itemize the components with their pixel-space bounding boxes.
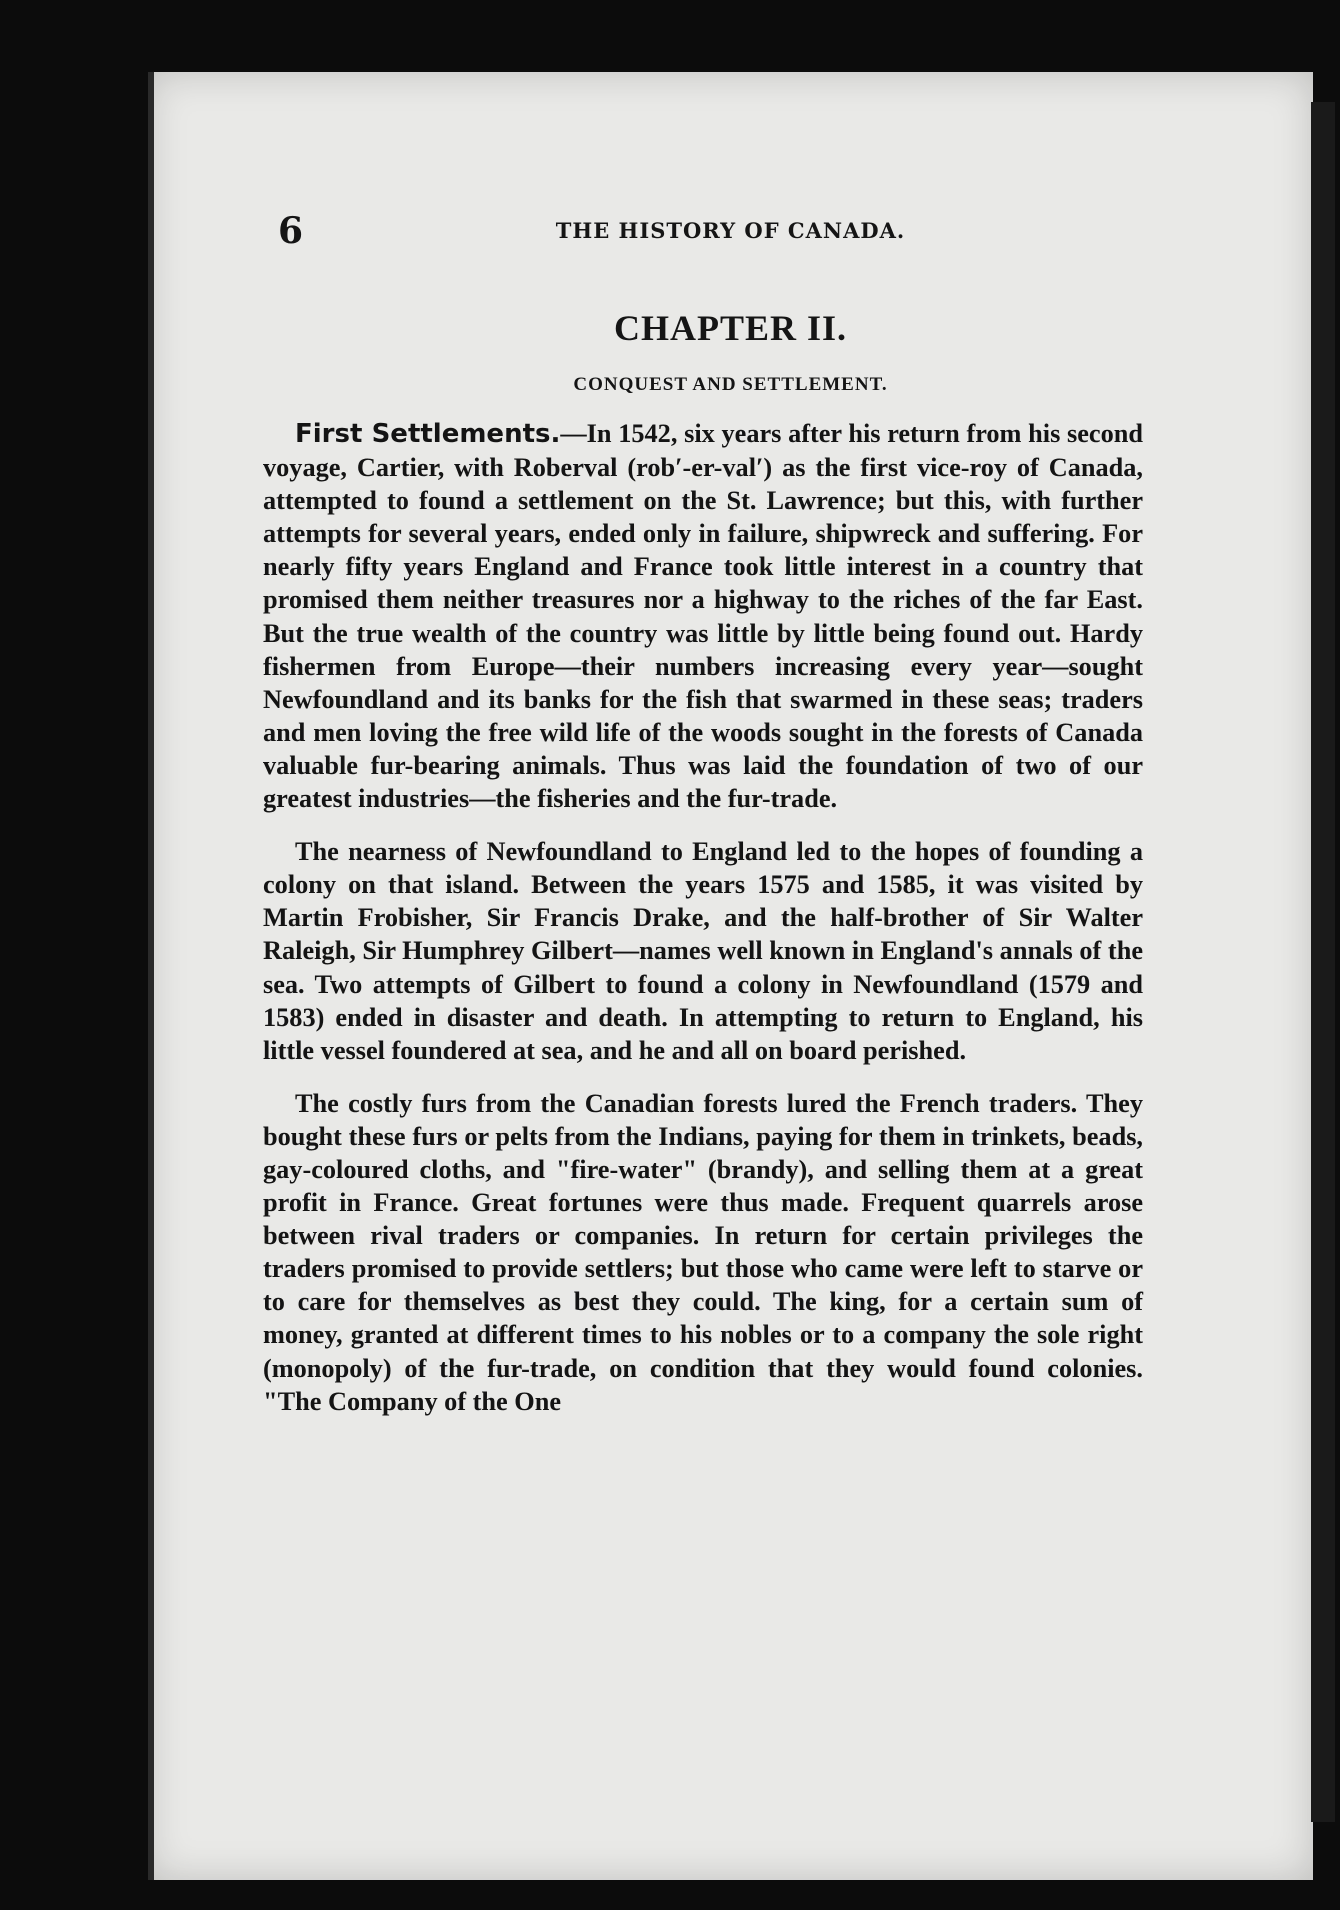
chapter-subtitle: CONQUEST AND SETTLEMENT. (573, 374, 888, 395)
chapter-title: CHAPTER II. (613, 308, 848, 348)
paragraph-first-settlements (263, 417, 1143, 815)
paragraph-newfoundland: The nearness of Newfoundland to England led to the hopes of founding a colony on that island. Between the years 1575 and 1585, it was visited by Martin Frobisher, Sir Francis Drake, and the half-brother of Sir Walter Raleigh, Sir Humphrey Gilbert—names well known in England's annals of the sea. Two attempts of Gilbert to found a colony in Newfoundland (1579 and 1583) ended in disaster and death. In attempting to return to England, his little vessel foundered at sea, and he and all on board perished. (263, 837, 1143, 1065)
paragraph-text: —In 1542, six years after his return from his second voyage, Cartier, with Roberval (rob′-er-val′) as the first vice-roy of Canada, attempted to found a settlement on the St. Lawrence; but this, with further attempts for several years, ended only in failure, shipwreck and suffering. For nearly fifty years England and France took little interest in a country that promised them neither treasures nor a highway to the riches of the far East. But the true wealth of the country was little by little being found out. Hardy fishermen from Europe—their numbers increasing every year—sought Newfoundland and its banks for the fish that swarmed in these seas; traders and men loving the free wild life of the woods sought in the forests of Canada valuable fur-bearing animals. Thus was laid the foundation of two of our greatest industries—the fisheries and the fur-trade. (263, 419, 1144, 814)
paragraph-fur-trade: The costly furs from the Canadian forests lured the French traders. They bought these furs or pelts from the Indians, paying for them in trinkets, beads, gay-coloured cloths, and "fire-water" (brandy), and selling them at a great profit in France. Great fortunes were thus made. Frequent quarrels arose between rival traders or companies. In return for certain privileges the traders promised to provide settlers; but those who came were left to starve or to care for themselves as best they could. The king, for a certain sum of money, granted at different times to his nobles or to a company the sole right (monopoly) of the fur-trade, on condition that they would found colonies. "The Company of the One (263, 1088, 1143, 1416)
page-right-edge-shadow (1311, 102, 1335, 1822)
page-number: 6 (278, 210, 304, 252)
body-text (263, 417, 1143, 1438)
section-lead-in: First Settlements. (295, 419, 561, 449)
book-page (148, 72, 1313, 1880)
running-head: THE HISTORY OF CANADA. (555, 218, 906, 243)
